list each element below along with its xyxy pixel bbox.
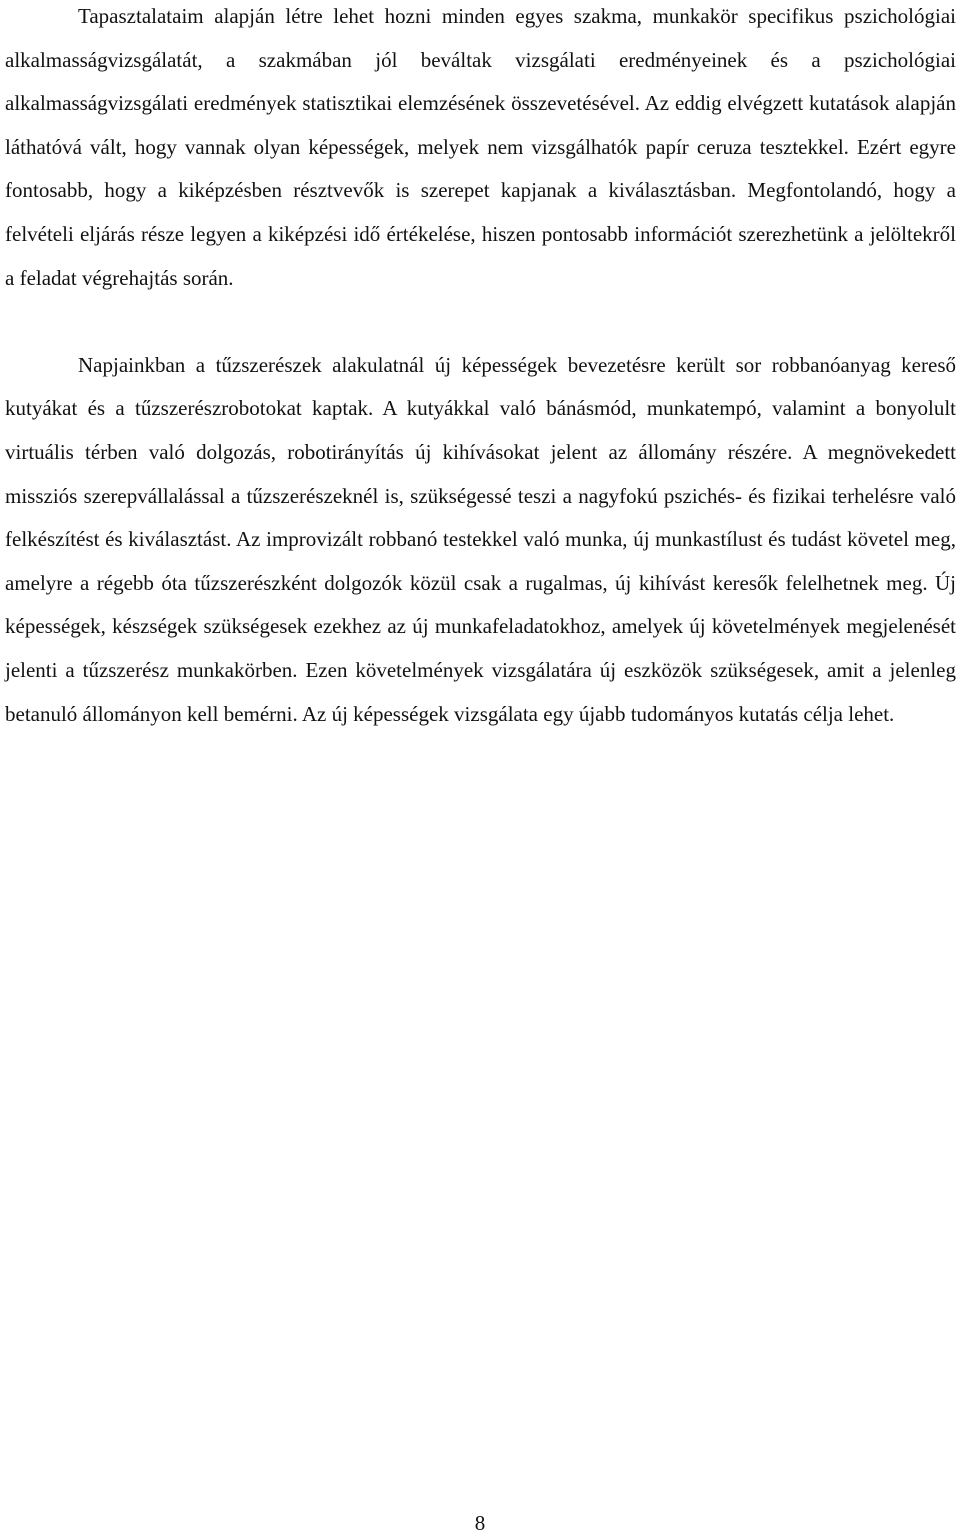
page-number: 8 bbox=[474, 1511, 486, 1535]
body-paragraph-1: Tapasztalataim alapján létre lehet hozni minden egyes szakma, munkakör specifikus pszichológiai alkalmasságvizsgálatát, a szakmában jól beváltak vizsgálati eredményeinek és a pszichológiai alkalmasságvizsgálati eredmények statisztikai elemzésének összevetésével. Az eddig elvégzett kutatások alapján láthatóvá vált, hogy vannak olyan képességek, melyek nem vizsgálhatók papír ceruza tesztekkel. Ezért egyre fontosabb, hogy a kiképzésben résztvevők is szerepet kapjanak a kiválasztásban. Megfontolandó, hogy a felvételi eljárás része legyen a kiképzési idő értékelése, hiszen pontosabb információt szerezhetünk a jelöltekről a feladat végrehajtás során. bbox=[5, 4, 956, 290]
body-paragraph-2: Napjainkban a tűzszerészek alakulatnál új képességek bevezetésre került sor robbanóanyag kereső kutyákat és a tűzszerészrobotokat kaptak. A kutyákkal való bánásmód, munkatempó, valamint a bonyolult virtuális térben való dolgozás, robotirányítás új kihívásokat jelent az állomány részére. A megnövekedett missziós szerepvállalással a tűzszerészeknél is, szükségessé teszi a nagyfokú pszichés- és fizikai terhelésre való felkészítést és kiválasztást. Az improvizált robbanó testekkel való munka, új munkastílust és tudást követel meg, amelyre a régebb óta tűzszerészként dolgozók közül csak a rugalmas, új kihívást keresők felelhetnek meg. Új képességek, készségek szükségesek ezekhez az új munkafeladatokhoz, amelyek új követelmények megjelenését jelenti a tűzszerész munkakörben. Ezen követelmények vizsgálatára új eszközök szükségesek, amit a jelenleg betanuló állományon kell bemérni. Az új képességek vizsgálata egy újabb tudományos kutatás célja lehet. bbox=[5, 352, 956, 726]
document-page bbox=[5, 0, 956, 736]
